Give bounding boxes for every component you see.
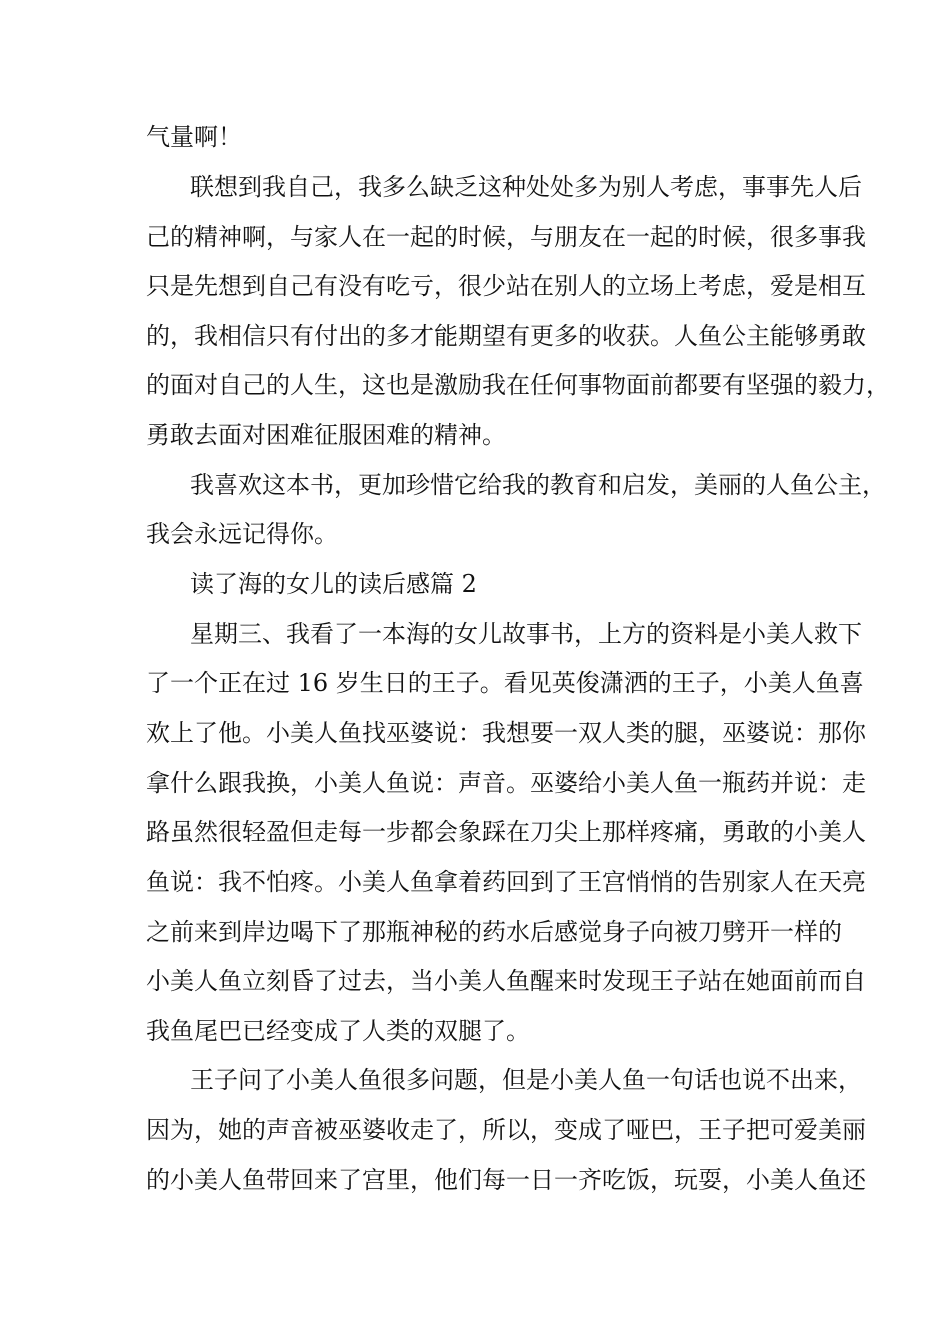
text-line: 我鱼尾巴已经变成了人类的双腿了。 [146,1017,530,1045]
section-heading: 读了海的女儿的读后感篇 2 [190,570,477,598]
text-line: 路虽然很轻盈但走每一步都会象踩在刀尖上那样疼痛，勇敢的小美人 [146,818,866,846]
text-line: 小美人鱼立刻昏了过去，当小美人鱼醒来时发现王子站在她面前而自 [146,967,866,995]
text-line: 的，我相信只有付出的多才能期望有更多的收获。人鱼公主能够勇敢 [146,322,866,350]
paragraph-first-line: 我喜欢这本书，更加珍惜它给我的教育和启发，美丽的人鱼公主， [190,471,886,499]
text-line: 鱼说：我不怕疼。小美人鱼拿着药回到了王宫悄悄的告别家人在天亮 [146,868,866,896]
text-line: 之前来到岸边喝下了那瓶神秘的药水后感觉身子向被刀劈开一样的 [146,918,842,946]
text-line: 气量啊！ [146,123,242,151]
text-line: 勇敢去面对困难征服困难的精神。 [146,421,506,449]
text-line: 己的精神啊，与家人在一起的时候，与朋友在一起的时候，很多事我 [146,223,866,251]
text-line: 的小美人鱼带回来了宫里，他们每一日一齐吃饭，玩耍，小美人鱼还 [146,1166,866,1194]
text-line: 我会永远记得你。 [146,520,338,548]
paragraph-first-line: 王子问了小美人鱼很多问题，但是小美人鱼一句话也说不出来， [190,1066,862,1094]
text-line: 拿什么跟我换，小美人鱼说：声音。巫婆给小美人鱼一瓶药并说：走 [146,769,866,797]
text-line: 只是先想到自己有没有吃亏，很少站在别人的立场上考虑，爱是相互 [146,272,866,300]
text-line: 欢上了他。小美人鱼找巫婆说：我想要一双人类的腿，巫婆说：那你 [146,719,866,747]
text-line: 了一个正在过 16 岁生日的王子。看见英俊潇洒的王子，小美人鱼喜 [146,669,864,697]
paragraph-first-line: 联想到我自己，我多么缺乏这种处处多为别人考虑，事事先人后 [190,173,862,201]
text-line: 因为，她的声音被巫婆收走了，所以，变成了哑巴，王子把可爱美丽 [146,1116,866,1144]
paragraph-first-line: 星期三、我看了一本海的女儿故事书，上方的资料是小美人救下 [190,620,862,648]
text-line: 的面对自己的人生，这也是激励我在任何事物面前都要有坚强的毅力， [146,371,890,399]
